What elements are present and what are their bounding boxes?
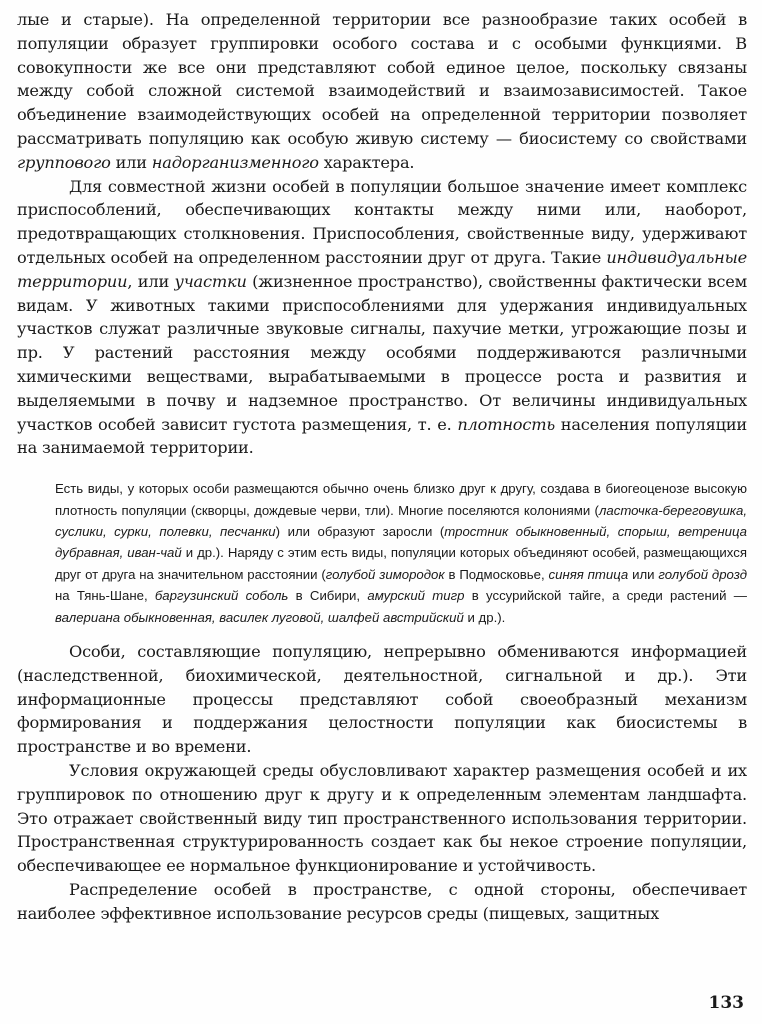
note-text: или bbox=[628, 566, 659, 582]
note-text: в уссурийской тайге, а среди растений — bbox=[464, 588, 747, 604]
italic-term: голубой зимородок bbox=[325, 566, 445, 582]
paragraph-2-text: (жизненное пространство), свойственны фактически всем видам. У животных такими приспособлениями для удержания индивидуальных участков служат различные звуковые сигналы, пахучие метки, угрожающие позы и пр. У растений расстояния между особями поддерживаются различными химическими веществами, вырабатываемыми в процессе роста и развития и выделяемыми в почву и надземное пространство. От величины индивидуальных участков особей зависит густота размещения, т. е. bbox=[17, 271, 747, 434]
italic-term: плотность bbox=[457, 414, 555, 434]
paragraph-1-text: лые и старые). На определенной территории все разнообразие таких особей в популяции образует группировки особого состава и с особыми функциями. В совокупности же все они представляют собой единое целое, поскольку связаны между собой сложной системой взаимодействий и взаимозависимостей. Такое объединение взаимодействующих особей на определенной территории позволяет рассматривать популяцию как особую живую систему — биосистему со свойствами bbox=[17, 10, 747, 148]
italic-term: баргузинский соболь bbox=[154, 588, 289, 604]
note-text: Многие поселяются колониями ( bbox=[398, 502, 599, 518]
italic-term: индивидуальные территории bbox=[17, 247, 747, 291]
paragraph-1-text: характера. bbox=[318, 152, 415, 172]
paragraph-4: Условия окружающей среды обусловливают характер размещения особей и их группировок по отношению друг к другу и к определенным элементам ландшафта. Это отражает свойственный виду тип пространственного использования территории. Пространственная структурированность создает как бы некое строение популяции, обеспечивающее ее нормальное функционирование и устойчивость. bbox=[17, 760, 747, 876]
italic-term: участки bbox=[174, 271, 247, 291]
note-text: в Подмосковье, bbox=[444, 566, 549, 582]
note-text: на Тянь-Шане, bbox=[55, 588, 155, 604]
paragraph-1-text: или bbox=[110, 152, 152, 172]
note-text: и др.). Наряду с этим есть виды, популяции которых объединяют особей, размещающихся друг от друга на значительном расстоянии ( bbox=[55, 545, 747, 582]
paragraph-3: Особи, составляющие популяцию, непрерывно обмениваются информацией (наследственной, биохимической, деятельностной, сигнальной и др.). Эти информационные процессы представляют собой своеобразный механизм формирования и поддержания целостности популяции как биосистемы в пространстве и во времени. bbox=[17, 641, 747, 757]
italic-term: группового bbox=[17, 152, 111, 172]
italic-term: валериана обыкновенная, василек луговой, шалфей австрийский bbox=[55, 609, 464, 625]
paragraph-2-text: населения популяции на занимаемой территории. bbox=[17, 414, 747, 458]
note-text: Есть виды, у которых особи размещаются обычно очень близко друг к другу, создава в биогеоценозе высокую плотность популяции (скворцы, дождевые черви, тли). bbox=[55, 481, 747, 518]
paragraph-2-text: Для совместной жизни особей в популяции большое значение имеет комплекс приспособлений, обеспечивающих контакты между ними или, наоборот, предотвращающих столкновения. Приспособления, свойственные виду, удерживают отдельных особей на определенном расстоянии друг от друга. Такие bbox=[17, 176, 747, 267]
note-text: ) или образуют заросли ( bbox=[275, 523, 445, 539]
text-body bbox=[17, 8, 747, 926]
paragraph-1 bbox=[17, 8, 747, 175]
italic-term: синяя птица bbox=[548, 566, 629, 582]
note-text: в Сибири, bbox=[288, 588, 368, 604]
paragraph-5: Распределение особей в пространстве, с одной стороны, обеспечивает наиболее эффективное использование ресурсов среды (пищевых, защитных bbox=[17, 879, 747, 923]
paragraph-2-text: , или bbox=[127, 271, 175, 291]
italic-term: амурский тигр bbox=[367, 588, 465, 604]
italic-term: надорганизменного bbox=[151, 152, 319, 172]
page-number: 133 bbox=[708, 993, 744, 1013]
paragraph-2 bbox=[17, 175, 747, 461]
note-text: и др.). bbox=[463, 609, 506, 625]
small-print-note bbox=[55, 478, 747, 628]
italic-term: тростник обыкновенный, спорыш, ветреница дубравная, иван-чай bbox=[55, 523, 747, 561]
italic-term: ласточка-береговушка, суслики, сурки, полевки, песчанки bbox=[55, 502, 747, 539]
italic-term: голубой дрозд bbox=[658, 566, 748, 582]
